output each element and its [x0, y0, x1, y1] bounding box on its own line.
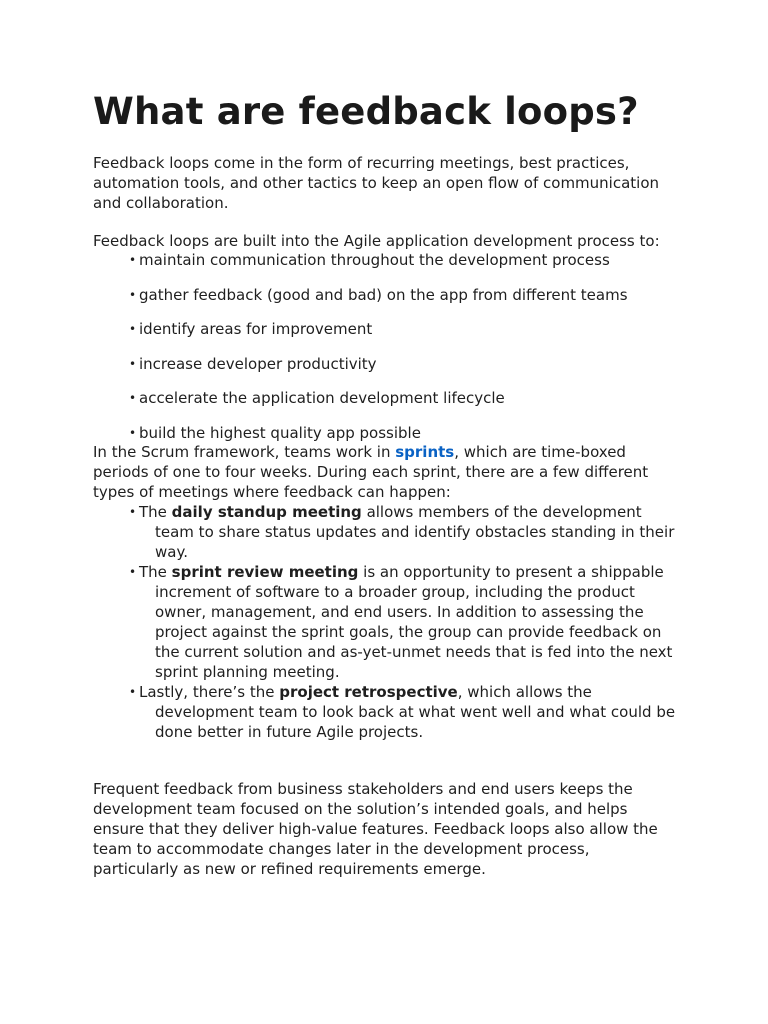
meeting-item [129, 562, 678, 682]
list-item [129, 285, 628, 305]
list-item [129, 388, 505, 408]
scrum-text-after: , which are time-boxed periods of one to four weeks. During each sprint, there are a few different types of meetings where feedback can happen: [93, 443, 649, 501]
list-item-text: build the highest quality app possible [139, 424, 421, 442]
list-item-text: gather feedback (good and bad) on the app from different teams [139, 286, 628, 304]
meeting-item [129, 682, 678, 742]
meeting-pre: The [139, 563, 172, 581]
built-in-paragraph: Feedback loops are built into the Agile application development process to: [93, 232, 660, 250]
list-item-text: maintain communication throughout the development process [139, 251, 610, 269]
sprints-link[interactable]: sprints [395, 443, 455, 461]
list-item-text: increase developer productivity [139, 355, 377, 373]
intro-paragraph: Feedback loops come in the form of recurring meetings, best practices, automation tools, and other tactics to keep an open flow of communication and collaboration. [93, 154, 660, 212]
list-item [129, 423, 421, 443]
meeting-name: daily standup meeting [171, 503, 362, 521]
meeting-desc: is an opportunity to present a shippable increment of software to a broader group, including the product owner, management, and end users. In addition to assessing the project against the sprint goals, the group can provide feedback on the current solution and as-yet-unmet needs that is fed into the next sprint planning meeting. [155, 563, 673, 681]
list-item [129, 250, 610, 270]
list-item-text: accelerate the application development lifecycle [139, 389, 505, 407]
bullet-icon: • [129, 685, 137, 699]
meeting-pre: The [139, 503, 172, 521]
meeting-list [129, 502, 678, 742]
list-item-text: identify areas for improvement [139, 320, 373, 338]
meeting-desc: allows members of the development team to share status updates and identify obstacles standing in their way. [155, 503, 675, 561]
list-item [129, 354, 377, 374]
bullet-icon: • [129, 565, 137, 579]
page-title: What are feedback loops? [93, 90, 639, 133]
meeting-desc: , which allows the development team to look back at what went well and what could be done better in future Agile projects. [155, 683, 676, 741]
meeting-pre: Lastly, there’s the [139, 683, 280, 701]
meeting-name: sprint review meeting [171, 563, 359, 581]
closing-paragraph: Frequent feedback from business stakeholders and end users keeps the development team focused on the solution’s intended goals, and helps ensure that they deliver high-value features. Feedback loops also allow the team to accommodate changes later in the development process, particularly as new or refined requirements emerge. [93, 780, 658, 878]
scrum-paragraph [93, 442, 678, 502]
list-item [129, 319, 372, 339]
meeting-name: project retrospective [279, 683, 458, 701]
scrum-text-before: In the Scrum framework, teams work in [93, 443, 396, 461]
meeting-item [129, 502, 678, 562]
bullet-icon: • [129, 505, 137, 519]
